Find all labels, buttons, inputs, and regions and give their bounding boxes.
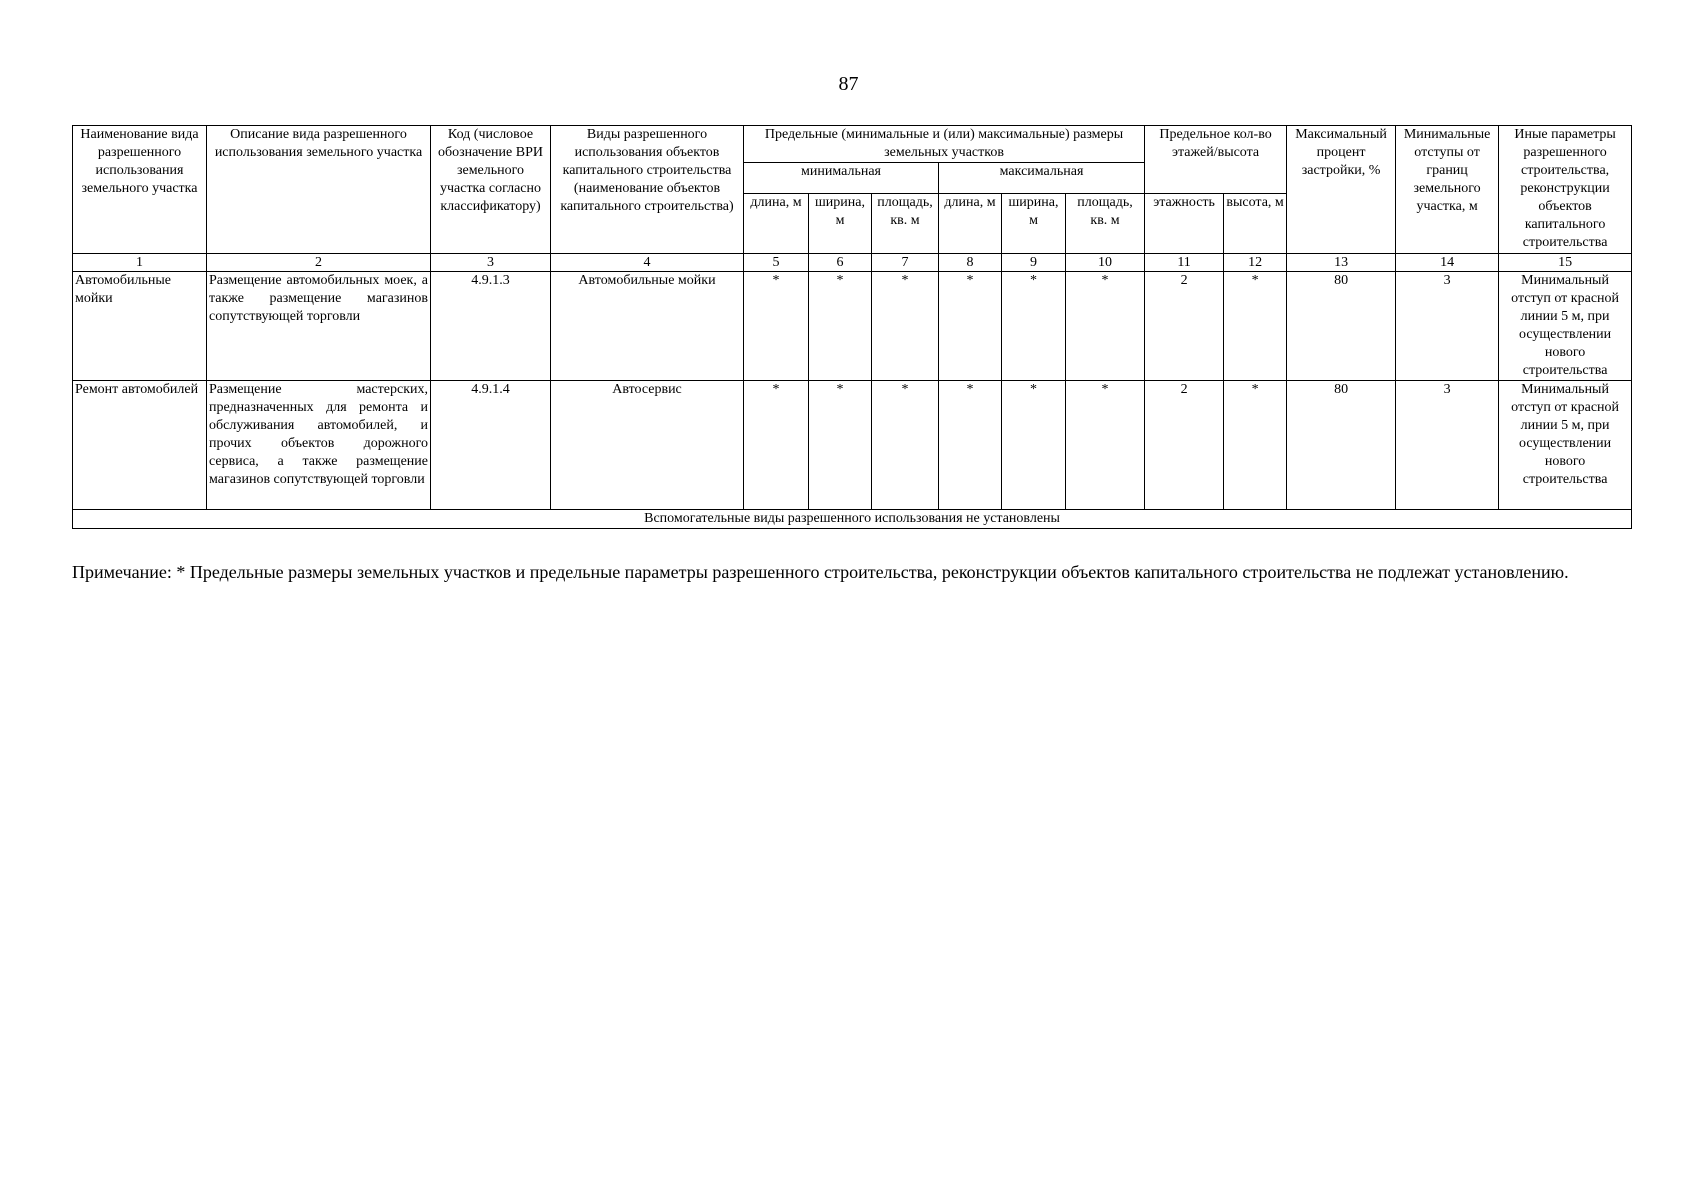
row-min-width: * [809,272,872,381]
row-objects: Автосервис [551,381,744,510]
row-floors: 2 [1145,272,1224,381]
row-min-offset: 3 [1396,272,1499,381]
header-group-min: минимальная [744,163,939,194]
header-height: высота, м [1224,193,1287,253]
header-max-area: площадь, кв. м [1066,193,1145,253]
header-code: Код (числовое обозначение ВРИ земельного участка согласно классификатору) [431,126,551,254]
header-min-width: ширина, м [809,193,872,253]
header-max-length: длина, м [939,193,1002,253]
row-other-params: Минимальный отступ от красной линии 5 м, при осуществлении нового строительства [1499,381,1632,510]
page-number: 87 [838,73,859,95]
row-objects: Автомобильные мойки [551,272,744,381]
header-min-area: площадь, кв. м [872,193,939,253]
row-max-length: * [939,381,1002,510]
table-row [73,272,1632,381]
header-row-1 [73,126,1632,163]
column-number: 14 [1396,254,1499,272]
column-number: 9 [1002,254,1066,272]
row-name: Ремонт автомобилей [73,381,207,510]
land-use-table [72,125,1632,529]
column-number: 3 [431,254,551,272]
header-other-params: Иные параметры разрешенного строительства, реконструкции объектов капитального строительства [1499,126,1632,254]
row-min-width: * [809,381,872,510]
auxiliary-note: Вспомогательные виды разрешенного использования не установлены [73,510,1632,529]
row-min-area: * [872,381,939,510]
row-other-params: Минимальный отступ от красной линии 5 м, при осуществлении нового строительства [1499,272,1632,381]
row-description: Размещение мастерских, предназначенных для ремонта и обслуживания автомобилей, и прочих объектов дорожного сервиса, а также размещение магазинов сопутствующей торговли [207,381,431,510]
row-name: Автомобильные мойки [73,272,207,381]
row-description: Размещение автомобильных моек, а также размещение магазинов сопутствующей торговли [207,272,431,381]
row-min-length: * [744,381,809,510]
row-max-width: * [1002,272,1066,381]
header-description: Описание вида разрешенного использования земельного участка [207,126,431,254]
column-number: 2 [207,254,431,272]
row-code: 4.9.1.3 [431,272,551,381]
column-number: 7 [872,254,939,272]
row-max-area: * [1066,381,1145,510]
row-max-length: * [939,272,1002,381]
column-number: 5 [744,254,809,272]
table-row [73,381,1632,510]
row-max-area: * [1066,272,1145,381]
header-group-sizes: Предельные (минимальные и (или) максимальные) размеры земельных участков [744,126,1145,163]
column-number: 15 [1499,254,1632,272]
footnote: Примечание: * Предельные размеры земельных участков и предельные параметры разрешенного строительства, реконструкции объектов капитального строительства не подлежат установлению. [72,562,1569,582]
header-floors: этажность [1145,193,1224,253]
header-objects: Виды разрешенного использования объектов капитального строительства (наименование объектов капитального строительства) [551,126,744,254]
column-number: 1 [73,254,207,272]
column-number: 6 [809,254,872,272]
column-numbers-row [73,254,1632,272]
row-code: 4.9.1.4 [431,381,551,510]
header-min-offset: Минимальные отступы от границ земельного участка, м [1396,126,1499,254]
row-min-offset: 3 [1396,381,1499,510]
header-min-length: длина, м [744,193,809,253]
row-max-percent: 80 [1287,272,1396,381]
row-min-length: * [744,272,809,381]
column-number: 12 [1224,254,1287,272]
auxiliary-row [73,510,1632,529]
header-max-width: ширина, м [1002,193,1066,253]
row-max-percent: 80 [1287,381,1396,510]
row-floors: 2 [1145,381,1224,510]
column-number: 13 [1287,254,1396,272]
column-number: 4 [551,254,744,272]
header-group-floors: Предельное кол-во этажей/высота [1145,126,1287,194]
header-max-percent: Максимальный процент застройки, % [1287,126,1396,254]
header-group-max: максимальная [939,163,1145,194]
row-height: * [1224,272,1287,381]
column-number: 11 [1145,254,1224,272]
header-name: Наименование вида разрешенного использования земельного участка [73,126,207,254]
row-height: * [1224,381,1287,510]
row-max-width: * [1002,381,1066,510]
row-min-area: * [872,272,939,381]
column-number: 10 [1066,254,1145,272]
column-number: 8 [939,254,1002,272]
